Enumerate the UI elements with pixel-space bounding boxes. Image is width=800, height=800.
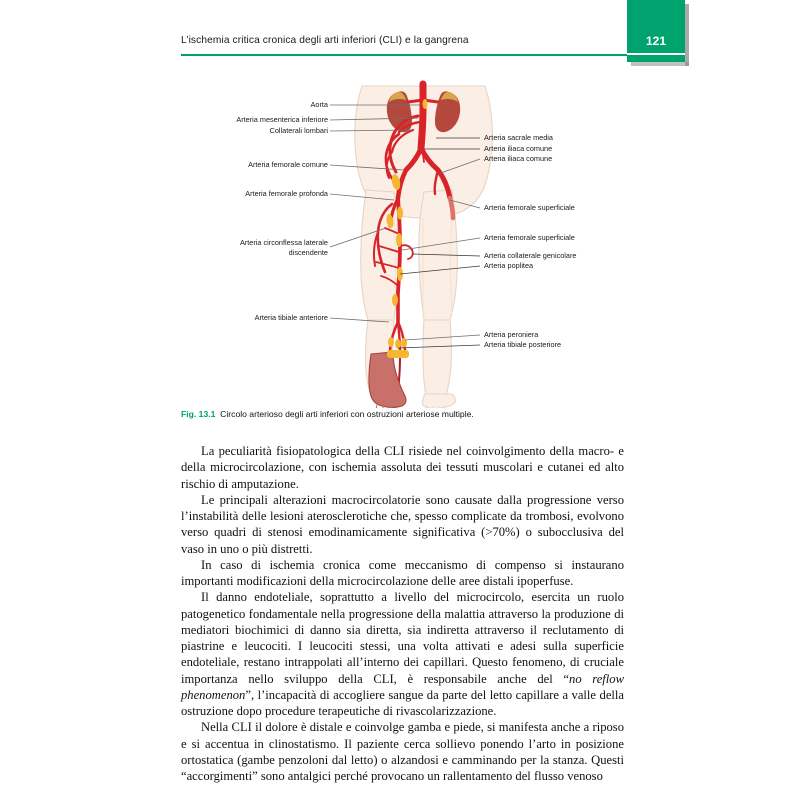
figure-caption <box>181 409 631 420</box>
figure-label-right: Arteria femorale superficiale <box>484 203 575 212</box>
figure-label-left: Aorta <box>310 100 328 109</box>
page-header <box>0 0 800 72</box>
paragraph: In caso di ischemia cronica come meccanismo di compenso si instaurano importanti modificazioni della microcircolazione delle aree distali ipoperfuse. <box>181 557 624 588</box>
figure-anatomical-illustration <box>180 78 630 408</box>
figure-label-right: Arteria peroniera <box>484 330 539 339</box>
header-rule <box>181 54 643 56</box>
body-text <box>181 443 624 784</box>
paragraph-part-1: Il danno endoteliale, soprattutto a livello del microcircolo, esercita un ruolo patogenetico fondamentale nella progressione della malattia attraverso la produzione di mediatori biochimici di danno sia diretta, sia indiretta attraverso il reclutamento di piastrine e leucociti. I leucociti stessi, una volta attivati e adesi sulla superficie endoteliale, restano intrappolati all’interno dei capillari. Questo fenomeno, di cruciale importanza nello sviluppo della CLI, è responsabile anche del “ <box>181 590 624 686</box>
figure-caption-text: Circolo arterioso degli arti inferiori con ostruzioni arteriose multiple. <box>220 409 474 419</box>
page-number-underline <box>627 53 685 55</box>
figure-label-right: Arteria collaterale genicolare <box>484 251 577 260</box>
paragraph-endothelial <box>181 589 624 719</box>
paragraph: Le principali alterazioni macrocircolatorie sono causate dalla progressione verso l’instabilità delle lesioni aterosclerotiche che, spesso complicate da trombosi, evolvono verso quadri di stenosi emodinamicamente significativa (>70%) o subocclusiva del vaso in uno o più distretti. <box>181 492 624 556</box>
figure-label-right: Arteria iliaca comune <box>484 154 553 163</box>
figure-label-right: Arteria iliaca comune <box>484 144 553 153</box>
arterial-circulation-diagram <box>180 78 630 408</box>
figure-label-left: Arteria femorale comune <box>248 160 328 169</box>
figure-label-left: Arteria mesenterica inferiore <box>236 115 328 124</box>
figure-label-right: Arteria femorale superficiale <box>484 233 575 242</box>
figure-label-right: Arteria sacrale media <box>484 133 553 142</box>
figure-label-left: Arteria tibiale anteriore <box>254 313 328 322</box>
paragraph: La peculiarità fisiopatologica della CLI risiede nel coinvolgimento della macro- e della microcircolazione, con ischemia assoluta dei tessuti muscolari e cutanei ed alto rischio di amputazione. <box>181 444 624 491</box>
italic-phrase-no-reflow: no reflow phenomenon <box>181 671 624 702</box>
figure-caption-label: Fig. 13.1 <box>181 409 216 419</box>
figure-label-left: Collaterali lombari <box>269 126 328 135</box>
paragraph-part-2: ”, l’incapacità di accogliere sangue da parte del letto capillare a valle della ostruzione dopo procedure terapeutiche di rivascolarizzazione. <box>181 687 624 718</box>
figure-label-left: Arteria circonflessa laterale <box>239 238 328 247</box>
running-head-title: L’ischemia critica cronica degli arti inferiori (CLI) e la gangrena <box>181 35 469 46</box>
figure-label-right: Arteria poplitea <box>484 261 534 270</box>
page-number-shadow <box>685 4 689 66</box>
paragraph: Nella CLI il dolore è distale e coinvolge gamba e piede, si manifesta anche a riposo e si accentua in clinostatismo. Il paziente cerca sollievo ponendo l’arto in posizione ortostatica (gambe penzoloni dal letto) o alzandosi e camminando per la stanza. Questi “accorgimenti” sono antalgici perché provocano un rallentamento del flusso venoso <box>181 720 624 783</box>
figure-label-right: Arteria tibiale posteriore <box>484 340 562 349</box>
page-number: 121 <box>645 34 667 48</box>
page-number-shadow-bottom <box>631 62 689 66</box>
figure-label-left: discendente <box>288 248 328 257</box>
figure-label-left: Arteria femorale profonda <box>245 189 328 198</box>
